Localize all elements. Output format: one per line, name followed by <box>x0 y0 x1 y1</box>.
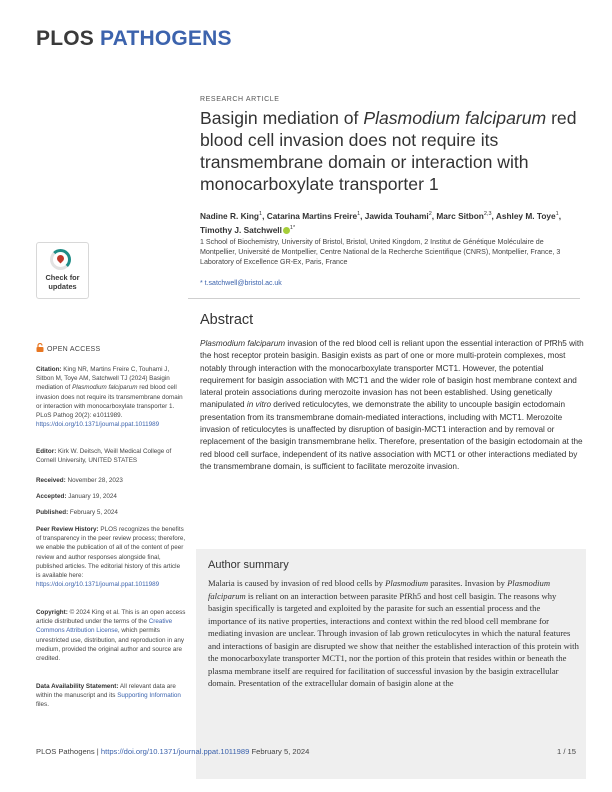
citation-block: Citation: King NR, Martins Freire C, Touhami J, Sitbon M, Toye AM, Satchwell TJ (2024) Basigin mediation of Plasmodium falciparum red blood cell invasion does not require its transmembrane domain or interaction with monocarboxylate transporter 1. PLoS Pathog 20(2): e1011989. https://doi.org/10.1371/journal.ppat.1011989 <box>36 366 183 429</box>
page-footer <box>36 747 576 756</box>
author-list: Nadine R. King$^1$, Catarina Martins Freire$^1$, Jawida Touhami$^2$, Marc Sitbon$^{2,3}$, Ashley M. Toye$^1$, Timothy J. Satchwell $^{1*}$ <box>200 210 562 235</box>
footer-doi-link[interactable]: https://doi.org/10.1371/journal.ppat.1011989 <box>100 747 250 756</box>
check-for-updates-label: Check for updates <box>45 273 80 291</box>
author-summary-heading: Author summary <box>208 559 289 571</box>
supporting-info-link[interactable]: Supporting Information <box>117 692 181 700</box>
divider <box>188 298 580 299</box>
author-name: Ashley M. Toye <box>495 210 556 221</box>
peer-review-block: Peer Review History: PLOS recognizes the benefits of transparency in the peer review process; therefore, we enable the publication of all of the content of peer review and author responses alongside final, published articles. The editorial history of this article is available here: https://doi.org/10.1371/journal.ppat.1011989 <box>36 526 186 589</box>
author-name: Timothy J. Satchwell <box>200 224 282 235</box>
peer-review-doi-link[interactable]: https://doi.org/10.1371/journal.ppat.1011989 <box>36 581 160 589</box>
abstract-text: Plasmodium falciparum invasion of the red blood cell is reliant upon the essential interaction of PfRh5 with the host receptor protein basigin. Basigin exists as part of one or more multi-protein complexes, most notably through interaction with the monocarboxylate transporter MCT1. However, the potential requirement for basigin association with MCT1 and the wider role of basigin host membrane context and lateral protein associations during merozoite invasion has not been established. Using genetically manipulated in vitro derived reticulocytes, we demonstrate the ability to uncouple basigin ectodomain presentation from its transmembrane domain-mediated interactions, including with MCT1. Merozoite invasion of reticulocytes is unaffected by disruption of basigin-MCT1 interaction and by removal or replacement of the basigin transmembrane helix. Therefore, presentation of the basigin ectodomain at the red blood cell surface, independent of its native association with MCT1 or other interactions mediated by the transmembrane domain, is sufficient to facilitate merozoite invasion. <box>200 339 584 471</box>
page-number: 1 / 15 <box>557 747 576 756</box>
author-name: Nadine R. King <box>200 210 260 221</box>
journal-logo <box>36 27 232 51</box>
abstract-heading: Abstract <box>200 312 254 328</box>
copyright-block: Copyright: © 2024 King et al. This is an open access article distributed under the terms of the Creative Commons Attribution License, which permits unrestricted use, distribution, and reproduction in any medium, provided the original author and source are credited. <box>36 609 186 663</box>
article-type: RESEARCH ARTICLE <box>200 96 280 103</box>
received-date: Received: November 28, 2023 <box>36 477 123 484</box>
author-name: Catarina Martins Freire <box>266 210 358 221</box>
journal-name-plos: PLOS <box>36 27 101 50</box>
author-name: Marc Sitbon <box>436 210 484 221</box>
author-name: Jawida Touhami <box>364 210 429 221</box>
footer-journal: PLOS Pathogens | <box>36 747 101 756</box>
citation-doi-link[interactable]: https://doi.org/10.1371/journal.ppat.1011989 <box>36 421 160 429</box>
orcid-icon[interactable] <box>283 227 290 234</box>
open-lock-icon <box>36 343 44 352</box>
author-summary-text: Malaria is caused by invasion of red blood cells by Plasmodium parasites. Invasion by Plasmodium falciparum is reliant on an interaction between parasite PfRh5 and host cell basigin. The reasons why basigin specifically is targeted and exploited by the parasite for such an essential process and the importance of its native properties, interactions and context within the red blood cell membrane for mediating invasion are unclear. Through invasion of lab grown reticulocytes in which the natural features and interactions of basigin are disrupted we show that neither the established interaction of this protein with the monocarboxylate transporter MCT1, nor the portion of this protein that resides within or beneath the plasma membrane itself are required for facilitation of successful invasion by the basigin extracellular domain. Presentation of the extracellular domain of basigin alone at the <box>208 578 579 688</box>
article-title: Basigin mediation of Plasmodium falciparum red blood cell invasion does not require its transmembrane domain or interaction with monocarboxylate transporter 1 <box>200 108 577 194</box>
footer-date: February 5, 2024 <box>249 747 310 756</box>
corresponding-email[interactable]: * t.satchwell@bristol.ac.uk <box>200 280 282 287</box>
editor-block: Editor: Kirk W. Deitsch, Weill Medical College of Cornell University, UNITED STATES <box>36 448 172 465</box>
cc-license-link[interactable]: Creative Commons Attribution License <box>36 618 173 635</box>
accepted-date: Accepted: January 19, 2024 <box>36 493 117 500</box>
affiliations: 1 School of Biochemistry, University of Bristol, Bristol, United Kingdom, 2 Institut de Génétique Moléculaire de Montpellier, Université de Montpellier, Centre National de la Recherche Scientifique (CNRS), Montpellier, France, 3 Laboratory of Excellence GR-Ex, Paris, France <box>200 238 561 267</box>
journal-name-pathogens: PATHOGENS <box>100 27 232 50</box>
data-availability-block: Data Availability Statement: All relevant data are within the manuscript and its Supporting Information files. <box>36 683 181 709</box>
check-for-updates-badge[interactable] <box>36 242 89 299</box>
published-date: Published: February 5, 2024 <box>36 509 118 516</box>
open-access-label: OPEN ACCESS <box>36 343 100 353</box>
